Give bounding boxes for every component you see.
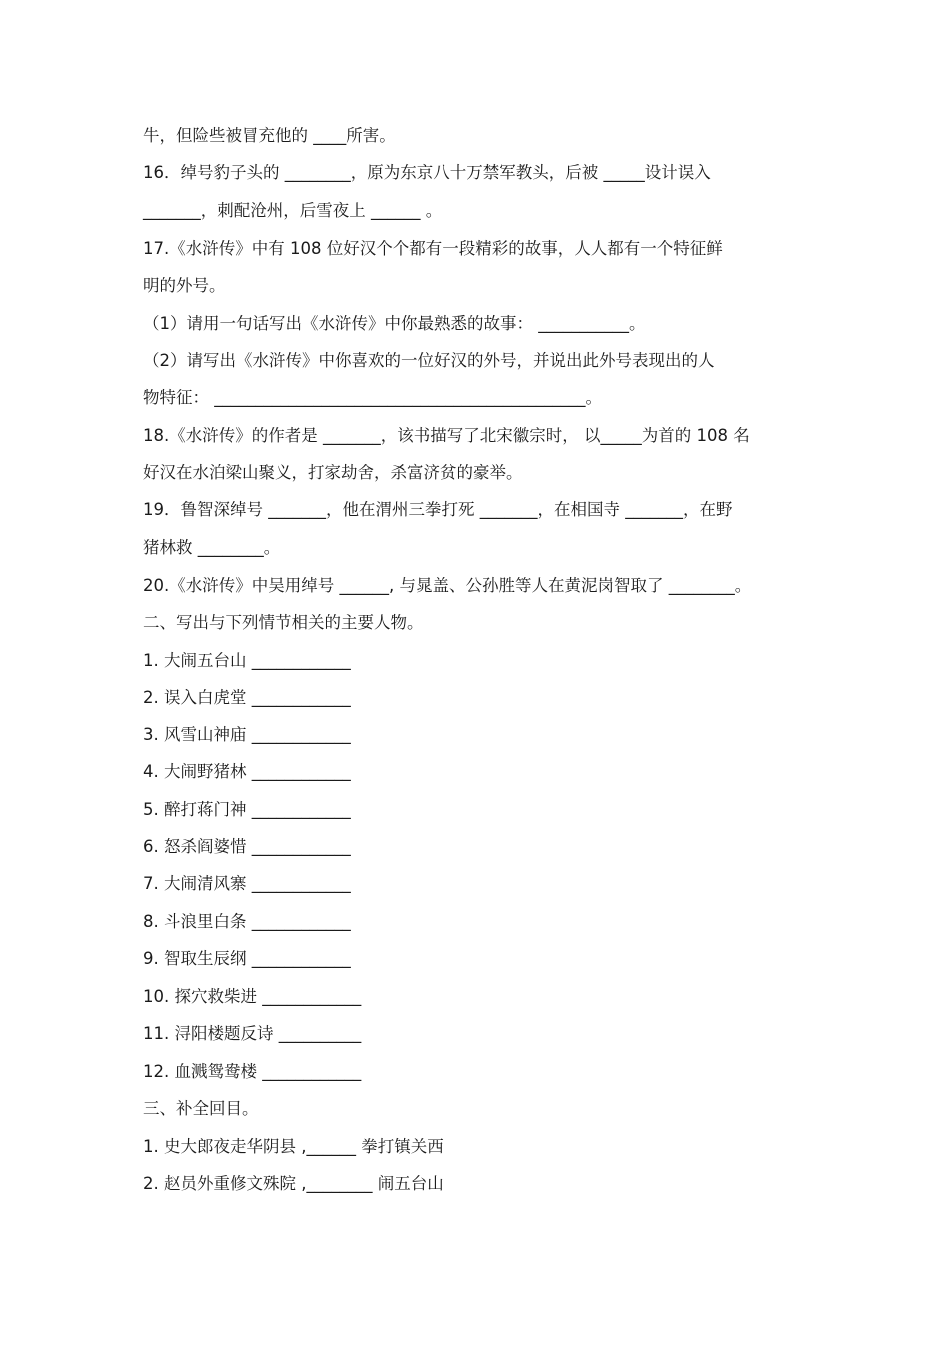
section-3-heading: 三、补全回目。 [143, 1099, 259, 1118]
question-18-line-2: 好汉在水泊梁山聚义，打家劫舍，杀富济贫的豪举。 [143, 463, 523, 482]
section-2-item: 4. 大闹野猪林 ____________ [143, 762, 351, 781]
question-16-line-1: 16．绰号豹子头的 ________，原为东京八十万禁军教头，后被 _____设计误入 [143, 163, 711, 182]
section-3-item: 2. 赵员外重修文殊院 ,________ 闹五台山 [143, 1174, 444, 1193]
section-2-item: 6. 怒杀阎婆惜 ____________ [143, 837, 351, 856]
question-20-line: 20.《水浒传》中吴用绰号 ______, 与晁盖、公孙胜等人在黄泥岗智取了 ________。 [143, 576, 752, 595]
question-17-part-1: （1）请用一句话写出《水浒传》中你最熟悉的故事： ___________。 [143, 314, 646, 333]
text-line: 牛，但险些被冒充他的 ____所害。 [143, 126, 396, 145]
section-2-item: 12. 血溅鸳鸯楼 ____________ [143, 1062, 362, 1081]
section-2-item: 10. 探穴救柴进 ____________ [143, 987, 362, 1006]
section-2-item: 2. 误入白虎堂 ____________ [143, 688, 351, 707]
section-2-heading: 二、写出与下列情节相关的主要人物。 [143, 613, 424, 632]
section-2-item: 7. 大闹清风寨 ____________ [143, 874, 351, 893]
question-19-line-1: 19．鲁智深绰号 _______，他在渭州三拳打死 _______，在相国寺 _______，在野 [143, 500, 733, 519]
section-3-item: 1. 史大郎夜走华阴县 ,______ 拳打镇关西 [143, 1137, 444, 1156]
section-2-item: 11. 浔阳楼题反诗 __________ [143, 1024, 362, 1043]
question-17-line-1: 17.《水浒传》中有 108 位好汉个个都有一段精彩的故事，人人都有一个特征鲜 [143, 239, 723, 258]
question-16-line-2: _______，刺配沧州，后雪夜上 ______ 。 [143, 201, 443, 220]
section-2-item: 1. 大闹五台山 ____________ [143, 651, 351, 670]
section-2-item: 3. 风雪山神庙 ____________ [143, 725, 351, 744]
section-2-item: 8. 斗浪里白条 ____________ [143, 912, 351, 931]
question-17-line-2: 明的外号。 [143, 276, 226, 295]
question-19-line-2: 猪林救 ________。 [143, 538, 281, 557]
question-17-part-2-line-2: 物特征： _____________________________________________。 [143, 388, 602, 407]
question-18-line-1: 18.《水浒传》的作者是 _______，该书描写了北宋徽宗时， 以_____为首的 108 名 [143, 426, 750, 445]
section-2-item: 5. 醉打蒋门神 ____________ [143, 800, 351, 819]
section-2-item: 9. 智取生辰纲 ____________ [143, 949, 351, 968]
question-17-part-2-line-1: （2）请写出《水浒传》中你喜欢的一位好汉的外号，并说出此外号表现出的人 [143, 351, 715, 370]
